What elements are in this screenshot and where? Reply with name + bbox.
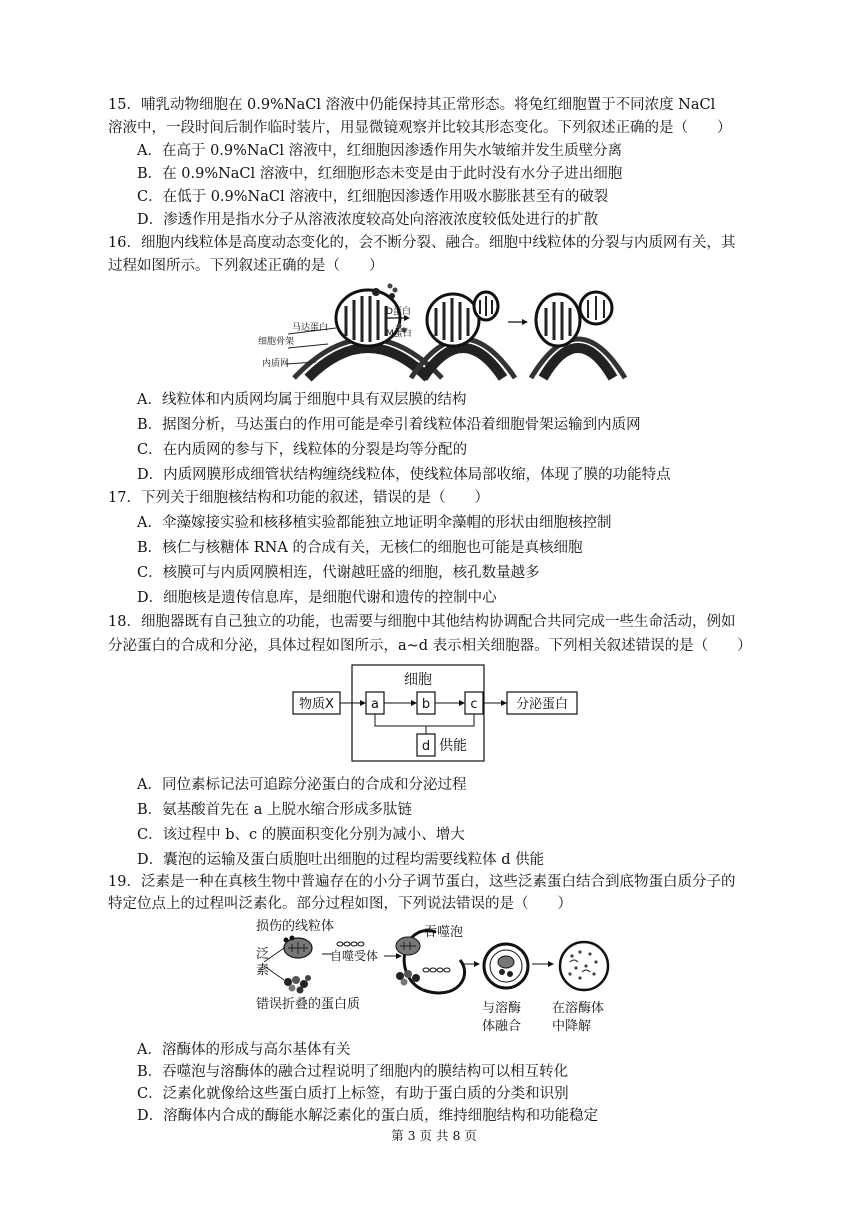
label-er: 内质网 <box>262 359 290 369</box>
label-fuse-1: 与溶酶 <box>482 1001 522 1016</box>
misfolded-cluster-1 <box>284 975 311 994</box>
page-footer: 第 3 页 共 8 页 <box>391 1128 477 1143</box>
mitochondria-division-figure <box>258 278 618 378</box>
stage-1-diagram <box>258 284 442 379</box>
q15-stem-line2: 溶液中，一段时间后制作临时装片，用显微镜观察并比较其形态变化。下列叙述正确的是（ ） <box>108 120 732 136</box>
q17-option-a: A．伞藻嫁接实验和核移植实验都能独立地证明伞藻帽的形状由细胞核控制 <box>137 515 612 531</box>
q15-stem-line1: 15．哺乳动物细胞在 0.9%NaCl 溶液中仍能保持其正常形态。将兔红细胞置于不同浓度 NaCl <box>108 97 716 113</box>
label-cytoskeleton: 细胞骨架 <box>258 337 295 347</box>
ubiquitination-figure <box>250 914 620 1038</box>
q15-option-d: D．渗透作用是指水分子从溶液浓度较高处向溶液浓度较低处进行的扩散 <box>137 212 599 228</box>
q15-option-a: A．在高于 0.9%NaCl 溶液中，红细胞因渗透作用失水皱缩并发生质壁分离 <box>137 143 623 159</box>
label-ubiquitin-1: 泛 <box>256 947 270 962</box>
label-fuse-2: 体融合 <box>482 1019 522 1034</box>
q18-option-c: C．该过程中 b、c 的膜面积变化分别为减小、增大 <box>137 827 465 843</box>
q16-stem-line1: 16．细胞内线粒体是高度动态变化的，会不断分裂、融合。细胞中线粒体的分裂与内质网有关，其 <box>108 235 736 251</box>
q17-option-c: C．核膜可与内质网膜相连，代谢越旺盛的细胞，核孔数量越多 <box>137 565 540 581</box>
label-autophagy-receptor: 自噬受体 <box>330 949 379 963</box>
q15-option-c: C．在低于 0.9%NaCl 溶液中，红细胞因渗透作用吸水膨胀甚至有的破裂 <box>137 189 609 205</box>
label-m-protein: M蛋白 <box>386 329 412 339</box>
label-degrade-2: 中降解 <box>552 1019 592 1034</box>
secretion-flow-diagram <box>291 664 581 764</box>
q16-option-a: A．线粒体和内质网均属于细胞中具有双层膜的结构 <box>137 392 467 408</box>
q18-stem-line1: 18．细胞器既有自己独立的功能，也需要与细胞中其他结构协调配合共同完成一些生命活动，例如 <box>108 614 736 630</box>
organelle-b-label: b <box>421 697 431 712</box>
q18-option-d: D．囊泡的运输及蛋白质胞吐出细胞的过程均需要线粒体 d 供能 <box>137 852 545 868</box>
q18-option-a: A．同位素标记法可追踪分泌蛋白的合成和分泌过程 <box>137 777 467 793</box>
stage-3-diagram <box>531 292 625 378</box>
q19-option-b: B．吞噬泡与溶酶体的融合过程说明了细胞内的膜结构可以相互转化 <box>137 1064 569 1080</box>
q16-option-b: B．据图分析，马达蛋白的作用可能是牵引着线粒体沿着细胞骨架运输到内质网 <box>137 417 641 433</box>
label-ubiquitin-2: 素 <box>256 963 270 978</box>
q18-option-b: B．氨基酸首先在 a 上脱水缩合形成多肽链 <box>137 802 413 818</box>
organelle-c-label: c <box>470 697 478 712</box>
q17-option-d: D．细胞核是遗传信息库，是细胞代谢和遗传的控制中心 <box>137 590 497 606</box>
label-d-protein: D蛋白 <box>386 307 411 317</box>
label-damaged-mito: 损伤的线粒体 <box>256 919 335 934</box>
label-phagosome: 吞噬泡 <box>424 925 464 940</box>
q18-stem-line2: 分泌蛋白的合成和分泌，具体过程如图所示，a~d 表示相关细胞器。下列相关叙述错误的是（ ） <box>108 638 752 654</box>
cell-label: 细胞 <box>404 672 432 688</box>
organelle-d-label: d <box>421 739 431 754</box>
energy-label: 供能 <box>439 738 467 754</box>
output-label: 分泌蛋白 <box>515 697 569 712</box>
q16-stem-line2: 过程如图所示。下列叙述正确的是（ ） <box>108 258 384 274</box>
q19-stem-line2: 特定位点上的过程叫泛素化。部分过程如图，下列说法错误的是（ ） <box>108 896 572 912</box>
label-motor-protein: 马达蛋白 <box>292 323 329 333</box>
q15-option-b: B．在 0.9%NaCl 溶液中，红细胞形态未变是由于此时没有水分子进出细胞 <box>137 166 623 182</box>
label-misfolded: 错误折叠的蛋白质 <box>256 997 361 1012</box>
q19-option-c: C．泛素化就像给这些蛋白质打上标签，有助于蛋白质的分类和识别 <box>137 1086 569 1102</box>
q19-option-a: A．溶酶体的形成与高尔基体有关 <box>137 1042 351 1058</box>
q19-stem-line1: 19．泛素是一种在真核生物中普遍存在的小分子调节蛋白，这些泛素蛋白结合到底物蛋白质分子的 <box>108 874 736 890</box>
q19-option-d: D．溶酶体内合成的酶能水解泛素化的蛋白质，维持细胞结构和功能稳定 <box>137 1108 599 1124</box>
q17-option-b: B．核仁与核糖体 RNA 的合成有关，无核仁的细胞也可能是真核细胞 <box>137 540 583 556</box>
organelle-a-label: a <box>371 697 379 712</box>
label-degrade-1: 在溶酶体 <box>552 1001 605 1016</box>
input-label: 物质X <box>299 697 334 712</box>
q17-stem: 17．下列关于细胞核结构和功能的叙述，错误的是（ ） <box>108 490 489 506</box>
q16-option-d: D．内质网膜形成细管状结构缠绕线粒体，使线粒体局部收缩，体现了膜的功能特点 <box>137 467 671 483</box>
misfolded-cluster-2 <box>396 970 420 986</box>
q16-option-c: C．在内质网的参与下，线粒体的分裂是均等分配的 <box>137 442 468 458</box>
lysosome <box>560 942 608 990</box>
stage-2-diagram <box>411 292 515 378</box>
